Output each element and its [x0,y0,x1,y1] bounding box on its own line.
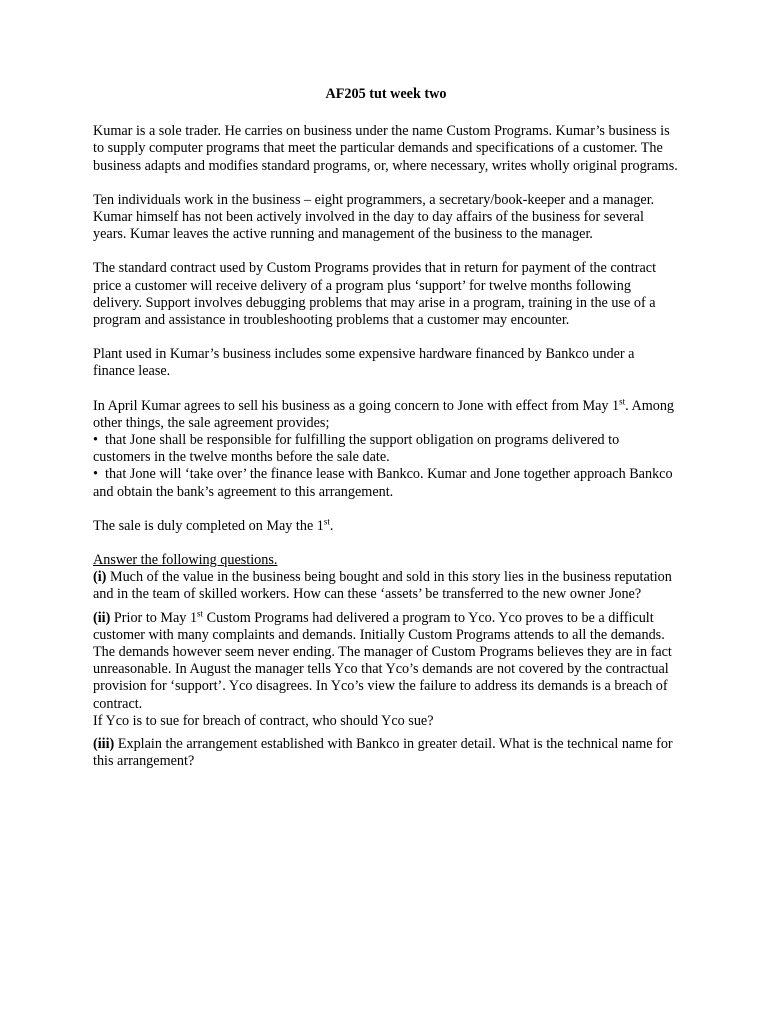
completion-text-end: . [329,517,334,534]
question-label: (ii) [93,609,111,626]
paragraph-business-description: Kumar is a sole trader. He carries on business under the name Custom Programs. Kumar’s business is to supply computer programs that meet the particular demands and specifications of a customer. The business adapts and modifies standard programs, or, where necessary, writes wholly original programs. [93,123,678,174]
question-text: Much of the value in the business being bought and sold in this story lies in the business reputation and in the team of skilled workers. How can these ‘assets’ be transferred to the new owner Jone? [93,569,672,603]
ordinal-suffix: st [619,395,626,406]
paragraph-plant-finance: Plant used in Kumar’s business includes some expensive hardware financed by Bankco under a finance lease. [93,346,635,380]
question-2 [93,607,679,713]
question-text: Prior to May 1 [110,609,198,626]
questions-heading: Answer the following questions. [93,552,278,569]
bullet-icon: • [93,432,98,449]
question-text-cont: Custom Programs had delivered a program to Yco. Yco proves to be a difficult customer with many complaints and demands. Initially Custom Programs attends to all the demands. The demands however seem never ending. The manager of Custom Programs believes they are in fact unreasonable. In August the manager tells Yco that Yco’s demands are not covered by the contractual provision for ‘support’. Yco disagrees. In Yco’s view the failure to address its demands is a breach of contract. [93,609,672,712]
sale-intro [93,395,679,432]
question-3 [93,736,679,770]
question-label: (iii) [93,736,115,753]
list-item-text: that Jone will ‘take over’ the finance lease with Bankco. Kumar and Jone together approach Bankco and obtain the bank’s agreement to this arrangement. [93,466,673,500]
sale-provisions-list [93,432,679,501]
question-text: Explain the arrangement established with Bankco in greater detail. What is the technical name for this arrangement? [93,736,673,770]
question-1 [93,569,679,603]
document-page [93,86,679,777]
list-item-text: that Jone shall be responsible for fulfilling the support obligation on programs delivered to customers in the twelve months before the sale date. [93,432,620,466]
sale-intro-text: In April Kumar agrees to sell his business as a going concern to Jone with effect from May 1 [93,397,620,414]
sale-intro-text-end: . Among other things, the sale agreement provides; [93,397,675,431]
completion-text: The sale is duly completed on May the 1 [93,517,324,534]
bullet-icon: • [93,466,98,483]
paragraph-standard-contract: The standard contract used by Custom Programs provides that in return for payment of the contract price a customer will receive delivery of a program plus ‘support’ for twelve months following delivery. Support involves debugging problems that may arise in a program, training in the use of a program and assistance in troubleshooting problems that a customer may encounter. [93,260,657,329]
ordinal-suffix: st [197,607,204,618]
list-item [93,466,679,500]
ordinal-suffix: st [323,516,330,527]
document-title: AF205 tut week two [325,86,447,102]
question-2-followup: If Yco is to sue for breach of contract, who should Yco sue? [93,712,434,729]
paragraph-staff: Ten individuals work in the business – eight programmers, a secretary/book-keeper and a manager. Kumar himself has not been actively involved in the day to day affairs of the business for several years. Kumar leaves the active running and management of the business to the manager. [93,191,655,243]
list-item [93,432,679,466]
sale-section [93,395,679,501]
question-label: (i) [93,569,107,586]
paragraph-completion [93,518,679,535]
